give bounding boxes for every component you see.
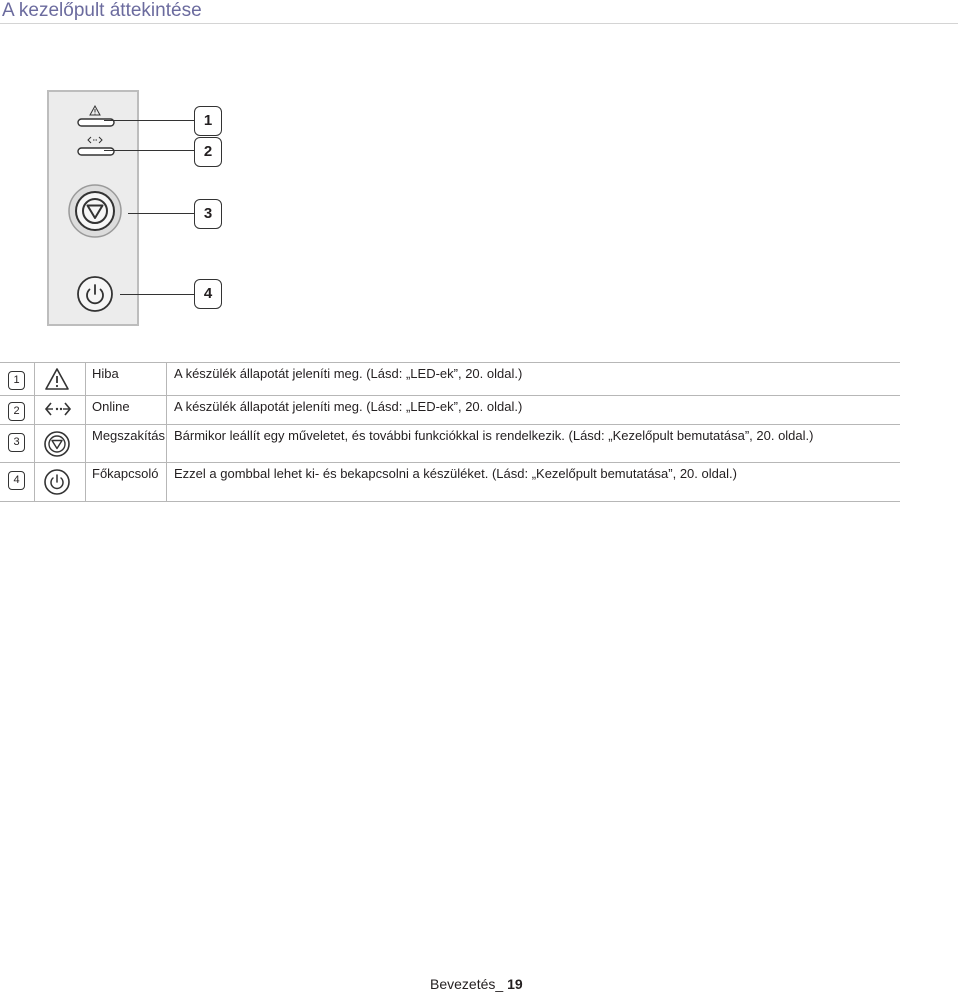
row-icon-cell [35, 363, 86, 396]
row-description: Bármikor leállít egy műveletet, és további funkciókkal is rendelkezik. (Lásd: „Kezelőpult bemutatása”, 20. oldal.) [167, 425, 901, 463]
footer-page-number: 19 [507, 976, 523, 992]
control-panel-figure [47, 90, 139, 326]
row-name: Online [86, 396, 167, 425]
row-name: Hiba [86, 363, 167, 396]
warning-icon [90, 106, 100, 115]
online-arrows-icon [43, 399, 73, 419]
leader-line-1 [104, 120, 194, 121]
control-panel-table [0, 362, 900, 502]
row-number-cell [0, 396, 35, 425]
row-icon-cell [35, 425, 86, 463]
row-description: A készülék állapotát jeleníti meg. (Lásd: „LED-ek”, 20. oldal.) [167, 396, 901, 425]
row-name: Megszakítás [86, 425, 167, 463]
title-divider [0, 23, 958, 24]
page-footer [430, 976, 523, 992]
row-icon-cell [35, 396, 86, 425]
online-arrows-icon [88, 137, 102, 143]
row-number: 3 [8, 433, 25, 452]
callout-3: 3 [194, 199, 222, 229]
row-number: 1 [8, 371, 25, 390]
leader-line-3 [128, 213, 194, 214]
power-icon [43, 468, 71, 496]
row-number-cell [0, 425, 35, 463]
row-description: Ezzel a gombbal lehet ki- és bekapcsolni a készüléket. (Lásd: „Kezelőpult bemutatása”, 20. oldal.) [167, 463, 901, 502]
row-number-cell [0, 363, 35, 396]
table-row [0, 463, 900, 502]
row-number: 4 [8, 471, 25, 490]
row-description: A készülék állapotát jeleníti meg. (Lásd: „LED-ek”, 20. oldal.) [167, 363, 901, 396]
table-row [0, 425, 900, 463]
stop-button [69, 185, 121, 237]
leader-line-4 [120, 294, 194, 295]
callout-2: 2 [194, 137, 222, 167]
footer-section: Bevezetés_ [430, 976, 504, 992]
page-title: A kezelőpult áttekintése [2, 0, 202, 21]
row-number-cell [0, 463, 35, 502]
table-row [0, 363, 900, 396]
leader-line-2 [104, 150, 194, 151]
callout-4: 4 [194, 279, 222, 309]
callout-1: 1 [194, 106, 222, 136]
row-name: Főkapcsoló [86, 463, 167, 502]
warning-icon [43, 366, 71, 392]
table-row [0, 396, 900, 425]
stop-icon [43, 430, 71, 458]
power-button [78, 277, 112, 311]
row-icon-cell [35, 463, 86, 502]
row-number: 2 [8, 402, 25, 421]
